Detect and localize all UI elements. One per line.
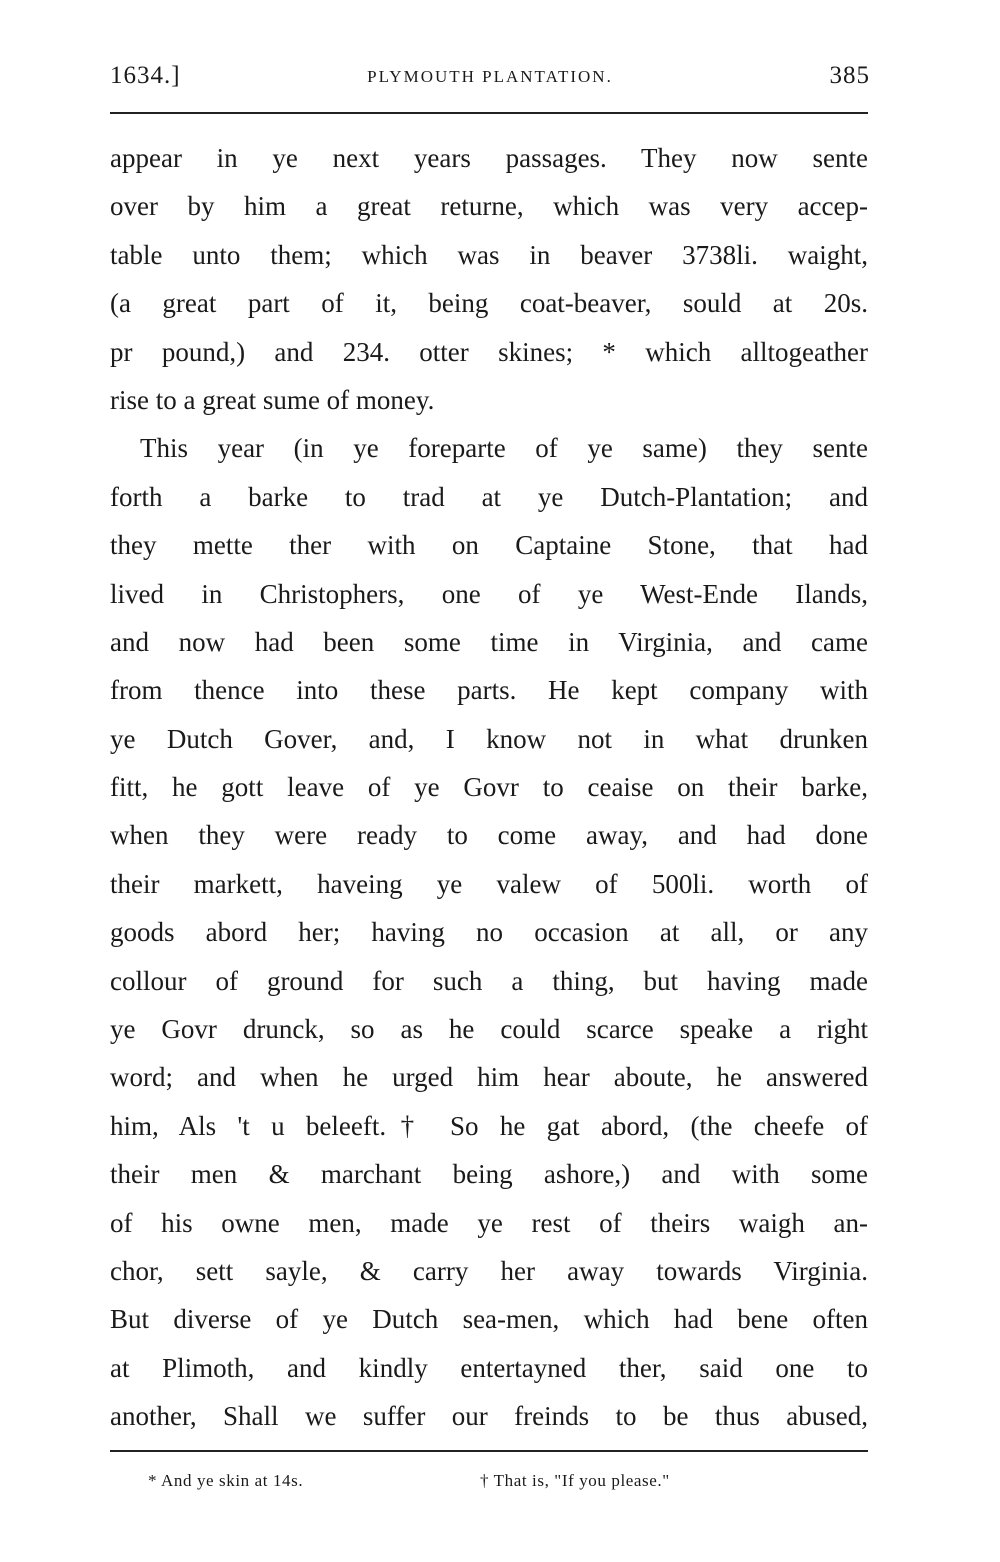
text-line: him, Als 't u beleeft.† So he gat abord, (the cheefe of (110, 1110, 868, 1141)
text-line: (a great part of it, being coat-beaver, sould at 20s. (110, 288, 868, 319)
text-line: word; and when he urged him hear aboute, he answered (110, 1062, 868, 1093)
text-line: goods abord her; having no occasion at all, or any (110, 917, 868, 948)
text-line: But diverse of ye Dutch sea-men, which had bene often (110, 1304, 868, 1335)
text-line: table unto them; which was in beaver 3738li. waight, (110, 239, 868, 270)
text-line: of his owne men, made ye rest of theirs waigh an- (110, 1207, 868, 1238)
text-line: at Plimoth, and kindly entertayned ther, said one to (110, 1352, 868, 1383)
text-line: fitt, he gott leave of ye Govr to ceaise on their barke, (110, 772, 868, 803)
text-line: they mette ther with on Captaine Stone, that had (110, 530, 868, 561)
text-line: another, Shall we suffer our freinds to be thus abused, (110, 1401, 868, 1432)
header-year: 1634.] (110, 62, 181, 89)
page-number: 385 (829, 62, 870, 89)
text-line: and now had been some time in Virginia, and came (110, 626, 868, 657)
text-line: from thence into these parts. He kept company with (110, 675, 868, 706)
text-line: over by him a great returne, which was very accep- (110, 191, 868, 222)
text-line: when they were ready to come away, and had done (110, 820, 868, 851)
header-title: PLYMOUTH PLANTATION. (367, 67, 613, 86)
footnotes (110, 1471, 868, 1501)
text-line: ye Dutch Gover, and, I know not in what drunken (110, 723, 868, 754)
text-line: their men & marchant being ashore,) and with some (110, 1159, 868, 1190)
body-text (110, 134, 868, 1441)
text-line: rise to a great sume of money. (110, 384, 435, 415)
text-line: pr pound,) and 234. otter skines; * which alltogeather (110, 336, 868, 367)
text-line: chor, sett sayle, & carry her away towards Virginia. (110, 1255, 868, 1286)
text-line: forth a barke to trad at ye Dutch-Plantation; and (110, 481, 868, 512)
text-line: ye Govr drunck, so as he could scarce speake a right (110, 1014, 868, 1045)
text-line: their markett, haveing ye valew of 500li. worth of (110, 868, 868, 899)
footnote-otter-skin: * And ye skin at 14s. (148, 1471, 304, 1490)
running-header (110, 62, 870, 94)
header-rule (110, 112, 868, 114)
text-line: collour of ground for such a thing, but having made (110, 965, 868, 996)
text-line: appear in ye next years passages. They now sente (110, 143, 868, 173)
footnote-rule (110, 1450, 868, 1452)
text-line: This year (in ye foreparte of ye same) they sente (140, 433, 868, 464)
footnote-translation: † That is, "If you please." (480, 1471, 670, 1490)
text-line: lived in Christophers, one of ye West-Ende Ilands, (110, 578, 868, 609)
